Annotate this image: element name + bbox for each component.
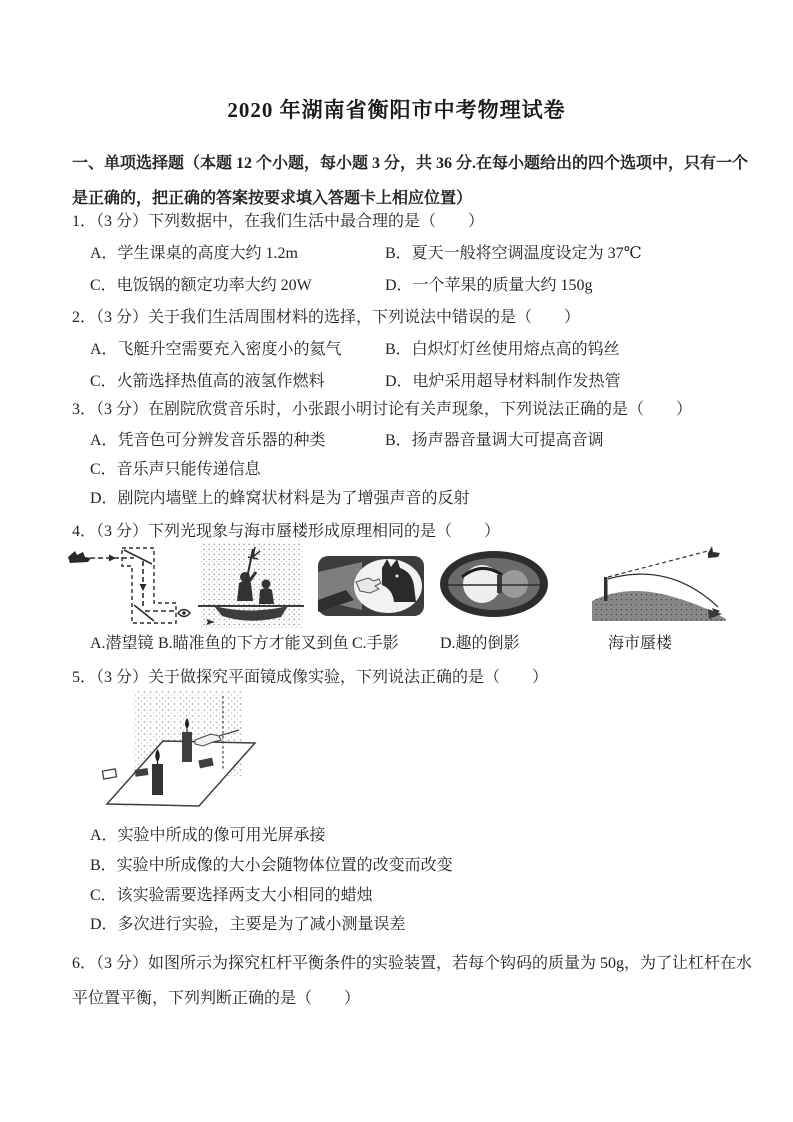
periscope-diagram-figure xyxy=(62,545,192,627)
mirage-ship-icon xyxy=(708,546,720,558)
q1-option-a: A．学生课桌的高度大约 1.2m xyxy=(90,245,299,262)
plane-mirror-experiment-figure xyxy=(95,690,260,815)
q3-stem: 3．（3 分）在剧院欣赏音乐时，小张跟小明讨论有关声现象，下列说法正确的是（ ） xyxy=(72,401,693,418)
ship-icon xyxy=(68,551,91,563)
mirage-figure xyxy=(590,543,728,621)
q5-option-a: A．实验中所成的像可用光屏承接 xyxy=(90,827,326,844)
q4-caption-d: D.趣的倒影 xyxy=(440,635,520,652)
q4-caption-e: 海市蜃楼 xyxy=(608,635,673,652)
q2-option-b: B．白炽灯灯丝使用熔点高的钨丝 xyxy=(385,341,620,358)
fish-spearing-figure xyxy=(198,543,304,629)
q1-option-b: B．夏天一般将空调温度设定为 37℃ xyxy=(385,245,642,262)
eye-icon xyxy=(178,610,190,617)
q5-option-d: D．多次进行实验，主要是为了减小测量误差 xyxy=(90,916,406,933)
q1-option-d: D．一个苹果的质量大约 150g xyxy=(385,277,593,294)
q5-stem: 5．（3 分）关于做探究平面镜成像实验，下列说法正确的是（ ） xyxy=(72,669,549,686)
bridge-reflection-figure xyxy=(438,549,550,619)
candle-front xyxy=(152,764,163,795)
q2-option-a: A．飞艇升空需要充入密度小的氦气 xyxy=(90,341,342,358)
q1-stem: 1．（3 分）下列数据中，在我们生活中最合理的是（ ） xyxy=(72,213,485,230)
q5-option-b: B．实验中所成像的大小会随物体位置的改变而改变 xyxy=(90,857,453,874)
q6-stem: 6．（3 分）如图所示为探究杠杆平衡条件的实验装置，若每个钩码的质量为 50g，为了让杠杆在水平位置平衡，下列判断正确的是（ ） xyxy=(72,955,753,1007)
q2-option-c: C．火箭选择热值高的液氢作燃料 xyxy=(90,373,325,390)
q4-caption-c: C.手影 xyxy=(352,635,399,652)
q4-caption-a: A.潜望镜 xyxy=(90,635,154,652)
q2-option-d: D．电炉采用超导材料制作发热管 xyxy=(385,373,621,390)
section-instructions: 一、单项选择题（本题 12 个小题，每小题 3 分，共 36 分.在每小题给出的四个选项中，只有一个是正确的，把正确的答案按要求填入答题卡上相应位置） xyxy=(72,155,749,207)
q3-option-a: A．凭音色可分辨发音乐器的种类 xyxy=(90,432,326,449)
q1-option-c: C．电饭锅的额定功率大约 20W xyxy=(90,277,312,294)
page-title: 2020 年湖南省衡阳市中考物理试卷 xyxy=(227,98,566,122)
hand-shadow-figure xyxy=(318,554,426,618)
q5-option-c: C．该实验需要选择两支大小相同的蜡烛 xyxy=(90,887,373,904)
q4-caption-b: B.瞄准鱼的下方才能叉到鱼 xyxy=(158,635,349,652)
q2-stem: 2．（3 分）关于我们生活周围材料的选择，下列说法中错误的是（ ） xyxy=(72,309,581,326)
q3-option-d: D．剧院内墙壁上的蜂窝状材料是为了增强声音的反射 xyxy=(90,490,470,507)
candle-behind-glass xyxy=(182,732,192,762)
q3-option-b: B．扬声器音量调大可提高音调 xyxy=(385,432,604,449)
q3-option-c: C．音乐声只能传递信息 xyxy=(90,461,261,478)
q4-stem: 4．（3 分）下列光现象与海市蜃楼形成原理相同的是（ ） xyxy=(72,523,501,540)
